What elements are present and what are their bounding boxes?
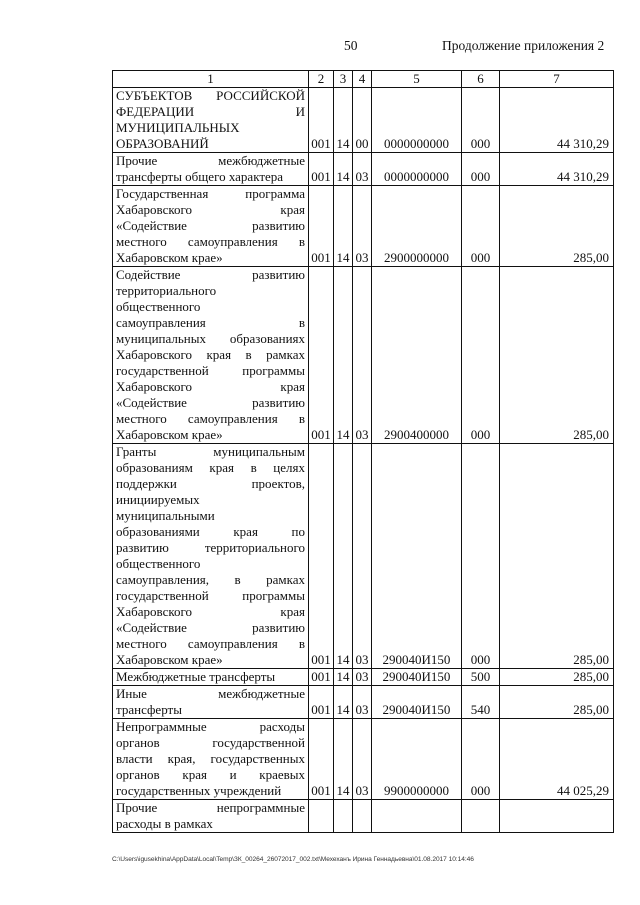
amount-cell: 44 310,29 [500,153,614,186]
amount-cell [500,800,614,833]
glava-code-cell: 001 [309,153,334,186]
row-name-line: муниципальными [116,508,215,523]
row-name-line: общественного [116,556,201,571]
row-name-line: Гранты муниципальным [116,444,305,459]
row-name-line: инициируемых [116,492,200,507]
amount-cell: 44 025,29 [500,719,614,800]
row-name-cell [113,267,309,444]
subsection-code-cell: 03 [353,444,372,669]
row-name-line: муниципальных образованиях [116,331,305,346]
target-code-cell [372,800,462,833]
row-name-line: самоуправления, в рамках [116,572,305,587]
row-name-cell [113,719,309,800]
row-name-cell [113,153,309,186]
row-name-line: Хабаровского края [116,604,305,619]
row-name-line: Содействие развитию [116,267,305,282]
section-code-cell: 14 [334,669,353,686]
row-name-line: Хабаровского края в рамках [116,347,305,362]
row-name-cell [113,800,309,833]
table-row [113,267,614,444]
row-name-line: общественного [116,299,201,314]
target-code-cell: 0000000000 [372,153,462,186]
section-code-cell: 14 [334,267,353,444]
row-name-line: Межбюджетные трансферты [116,669,276,684]
amount-cell: 285,00 [500,444,614,669]
row-name-line: Государственная программа [116,186,305,201]
row-name-line: местного самоуправления в [116,636,305,651]
amount-cell: 44 310,29 [500,88,614,153]
table-row [113,686,614,719]
table-row [113,153,614,186]
expense-type-cell: 000 [462,444,500,669]
subsection-code-cell: 03 [353,686,372,719]
section-code-cell: 14 [334,153,353,186]
row-name-line: трансферты общего характера [116,169,284,184]
row-name-line: государственной программы [116,588,305,603]
column-header: 1 [113,71,309,88]
expense-type-cell: 000 [462,88,500,153]
expense-type-cell: 000 [462,153,500,186]
row-name-line: Хабаровского края [116,379,305,394]
section-code-cell: 14 [334,719,353,800]
target-code-cell: 9900000000 [372,719,462,800]
row-name-line: образованиям края в целях [116,460,305,475]
row-name-line: образованиями края по [116,524,305,539]
table-row [113,800,614,833]
section-code-cell: 14 [334,88,353,153]
subsection-code-cell: 03 [353,719,372,800]
glava-code-cell: 001 [309,444,334,669]
row-name-line: органов государственной [116,735,305,750]
amount-cell: 285,00 [500,686,614,719]
row-name-line: трансферты [116,702,182,717]
row-name-line: поддержки проектов, [116,476,305,491]
target-code-cell: 2900000000 [372,186,462,267]
expense-type-cell: 540 [462,686,500,719]
glava-code-cell [309,800,334,833]
row-name-line: местного самоуправления в [116,411,305,426]
target-code-cell: 290040И150 [372,669,462,686]
page-number: 50 [344,38,358,53]
row-name-line: Прочие непрограммные [116,800,305,815]
subsection-code-cell: 03 [353,186,372,267]
row-name-line: Непрограммные расходы [116,719,305,734]
column-header: 4 [353,71,372,88]
glava-code-cell: 001 [309,686,334,719]
glava-code-cell: 001 [309,719,334,800]
subsection-code-cell: 00 [353,88,372,153]
row-name-cell [113,669,309,686]
amount-cell: 285,00 [500,267,614,444]
row-name-line: Хабаровском крае» [116,652,223,667]
expense-type-cell: 000 [462,267,500,444]
section-code-cell [334,800,353,833]
table-header-row [113,71,614,88]
row-name-line: государственных учреждений [116,783,282,798]
subsection-code-cell: 03 [353,153,372,186]
row-name-cell [113,444,309,669]
row-name-line: Хабаровском крае» [116,250,223,265]
table-row [113,186,614,267]
amount-cell: 285,00 [500,186,614,267]
column-header: 6 [462,71,500,88]
column-header: 7 [500,71,614,88]
section-code-cell: 14 [334,686,353,719]
table-row [113,88,614,153]
row-name-line: Хабаровского края [116,202,305,217]
row-name-line: самоуправления в [116,315,305,330]
section-code-cell: 14 [334,444,353,669]
row-name-line: СУБЪЕКТОВ РОССИЙСКОЙ [116,88,305,103]
row-name-line: ФЕДЕРАЦИИ И [116,104,305,119]
row-name-line: государственной программы [116,363,305,378]
continuation-title: Продолжение приложения 2 [442,38,605,53]
expense-type-cell: 500 [462,669,500,686]
row-name-line: «Содействие развитию [116,218,305,233]
row-name-line: МУНИЦИПАЛЬНЫХ [116,120,240,135]
target-code-cell: 2900400000 [372,267,462,444]
table-row [113,719,614,800]
row-name-line: Прочие межбюджетные [116,153,305,168]
amount-cell: 285,00 [500,669,614,686]
row-name-line: органов края и краевых [116,767,305,782]
subsection-code-cell: 03 [353,669,372,686]
budget-table [112,70,614,833]
column-header: 5 [372,71,462,88]
target-code-cell: 0000000000 [372,88,462,153]
row-name-line: ОБРАЗОВАНИЙ [116,136,209,151]
row-name-cell [113,686,309,719]
row-name-line: Хабаровском крае» [116,427,223,442]
row-name-cell [113,186,309,267]
glava-code-cell: 001 [309,88,334,153]
expense-type-cell [462,800,500,833]
row-name-line: «Содействие развитию [116,395,305,410]
section-code-cell: 14 [334,186,353,267]
glava-code-cell: 001 [309,186,334,267]
expense-type-cell: 000 [462,186,500,267]
column-header: 3 [334,71,353,88]
expense-type-cell: 000 [462,719,500,800]
subsection-code-cell [353,800,372,833]
row-name-line: развитию территориального [116,540,305,555]
glava-code-cell: 001 [309,669,334,686]
row-name-line: «Содействие развитию [116,620,305,635]
table-row [113,669,614,686]
row-name-line: расходы в рамках [116,816,213,831]
row-name-line: местного самоуправления в [116,234,305,249]
row-name-line: Иные межбюджетные [116,686,305,701]
row-name-cell [113,88,309,153]
target-code-cell: 290040И150 [372,444,462,669]
glava-code-cell: 001 [309,267,334,444]
row-name-line: территориального [116,283,217,298]
row-name-line: власти края, государственных [116,751,305,766]
target-code-cell: 290040И150 [372,686,462,719]
file-path-footer: C:\Users\igusekhina\AppData\Local\Temp\ЗК_00264_26072017_002.txt\Мехеханъ Ирина Геннадьевна\01.08.2017 10:14:46 [112,856,474,863]
table-row [113,444,614,669]
column-header: 2 [309,71,334,88]
subsection-code-cell: 03 [353,267,372,444]
